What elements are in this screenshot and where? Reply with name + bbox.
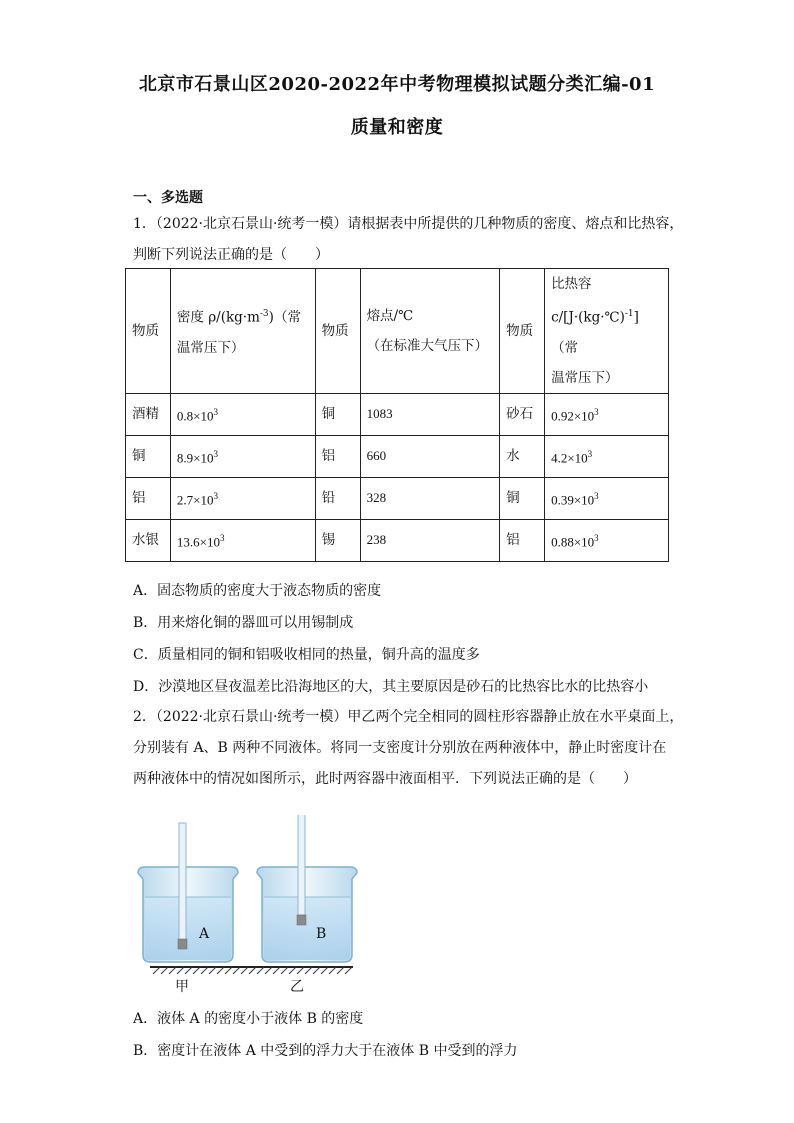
hydrometer-b: [297, 815, 306, 925]
beaker-yi: [257, 867, 357, 962]
q2-stem-line2: 分别装有 A、B 两种不同液体。将同一支密度计分别放在两种液体中，静止时密度计在: [133, 740, 667, 756]
table-cell: 238: [360, 519, 500, 561]
header-substance-3: 物质: [500, 269, 545, 394]
table-cell: 铅: [315, 477, 360, 519]
table-cell: 水银: [126, 519, 171, 561]
table-row: [126, 477, 669, 519]
q2-stem-line1: 2．（2022·北京石景山·统考一模）甲乙两个完全相同的圆柱形容器静止放在水平桌面上，: [133, 709, 684, 725]
table-cell: $8.9\times 10^3$: [170, 435, 315, 477]
q2-stem-line3: 两种液体中的情况如图所示，此时两容器中液面相平．下列说法正确的是（ ）: [133, 771, 637, 787]
table-cell: $13.6\times 10^3$: [170, 519, 315, 561]
header-substance-2: 物质: [315, 269, 360, 394]
properties-table: [125, 268, 669, 562]
section-heading: 一、多选题: [133, 190, 203, 206]
q2-option-a[interactable]: A．液体 A 的密度小于液体 B 的密度: [133, 1011, 364, 1027]
hydrometer-diagram: [135, 815, 375, 995]
q1-stem-line2: 判断下列说法正确的是（ ）: [133, 247, 329, 263]
header-substance-1: 物质: [126, 269, 171, 394]
header-melting-point: 熔点/℃ （在标准大气压下）: [360, 269, 500, 394]
label-liquid-a: A: [199, 926, 210, 942]
header-density: 密度 $\rho/(kg\cdot m^{-3})$（常 温常压下）: [170, 269, 315, 394]
table-cell: $2.7\times 10^3$: [170, 477, 315, 519]
q1-option-c[interactable]: C．质量相同的铜和铝吸收相同的热量，铜升高的温度多: [133, 647, 480, 663]
hydrometer-figure: [135, 815, 375, 995]
document-subtitle: 质量和密度: [350, 117, 444, 138]
table-cell: 铝: [500, 519, 545, 561]
table-row: [126, 435, 669, 477]
q1-option-b[interactable]: B．用来熔化铜的器皿可以用锡制成: [133, 615, 354, 631]
label-jia: 甲: [175, 979, 189, 995]
label-liquid-b: B: [316, 926, 327, 942]
table-cell: $0.39\times 10^3$: [545, 477, 669, 519]
table-cell: 铝: [126, 477, 171, 519]
table-cell: 水: [500, 435, 545, 477]
table-cell: 酒精: [126, 393, 171, 435]
q1-option-a[interactable]: A．固态物质的密度大于液态物质的密度: [133, 583, 382, 599]
table-cell: 1083: [360, 393, 500, 435]
header-specific-heat: 比热容 c/[J·(kg·℃)$^{-1}$]（常 温常压下）: [545, 269, 669, 394]
table-cell: 铜: [500, 477, 545, 519]
q2-option-b[interactable]: B．密度计在液体 A 中受到的浮力大于在液体 B 中受到的浮力: [133, 1043, 518, 1059]
q1-stem-line1: 1．（2022·北京石景山·统考一模）请根据表中所提供的几种物质的密度、熔点和比热容，: [133, 216, 684, 232]
table-cell: $0.92\times 10^3$: [545, 393, 669, 435]
table-cell: $0.88\times 10^3$: [545, 519, 669, 561]
table-row: [126, 519, 669, 561]
label-yi: 乙: [290, 979, 304, 995]
table-row: [126, 393, 669, 435]
table-cell: 铜: [126, 435, 171, 477]
q1-option-d[interactable]: D．沙漠地区昼夜温差比沿海地区的大，其主要原因是砂石的比热容比水的比热容小: [133, 679, 649, 695]
document-title: 北京市石景山区2020-2022年中考物理模拟试题分类汇编-01: [138, 74, 656, 95]
table-cell: 660: [360, 435, 500, 477]
table-cell: $0.8\times 10^3$: [170, 393, 315, 435]
table-cell: 328: [360, 477, 500, 519]
beaker-jia: [138, 867, 238, 962]
table-header-row: [126, 269, 669, 394]
table-cell: 铜: [315, 393, 360, 435]
hydrometer-a: [178, 823, 187, 949]
table-cell: 锡: [315, 519, 360, 561]
table-cell: 铝: [315, 435, 360, 477]
table-surface: [150, 967, 353, 974]
table-cell: $4.2\times 10^3$: [545, 435, 669, 477]
table-cell: 砂石: [500, 393, 545, 435]
